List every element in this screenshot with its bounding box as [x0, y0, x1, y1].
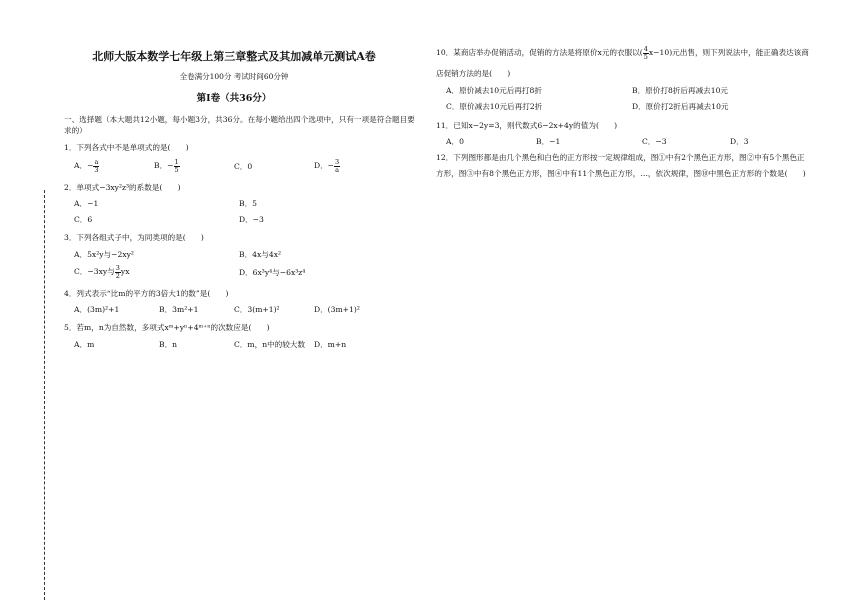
q3-option-c: C．−3xy与 $\frac{3}{2}$ yx	[74, 264, 130, 280]
q2-option-c: C．6	[74, 215, 93, 224]
q4-option-b: B．3m²+1	[159, 305, 199, 314]
q2-stem: 2．单项式−3xy²z³的系数是( )	[64, 183, 181, 192]
q12-stem-line2: 方形，图③中有8个黑色正方形，图④中有11个黑色正方形，…，依次规律，图⑩中黑色正方形的个数是( )	[436, 169, 806, 178]
part1-heading: 第Ⅰ卷（共36分）	[196, 93, 272, 104]
q3-option-b: B．4x与4x²	[239, 250, 282, 259]
q3-option-a: A．5x²y与−2xy²	[74, 250, 134, 259]
exam-title: 北师大版本数学七年级上第三章整式及其加减单元测试A卷	[92, 50, 376, 63]
q11-option-a: A．0	[446, 137, 464, 146]
q12-stem-line1: 12．下列图形都是由几个黑色和白色的正方形按一定规律组成，图①中有2个黑色正方形，图②中有5个黑色正	[436, 153, 805, 162]
instruction-line1: 一、选择题（本大题共12小题，每小题3分，共36分。在每小题给出四个选项中，只有一项是符合题目要	[64, 115, 415, 124]
q2-option-b: B．5	[239, 199, 258, 208]
q3-stem: 3．下列各组式子中，为同类项的是( )	[64, 233, 204, 242]
q1-option-d: D．− $\frac{3}{a}$	[314, 158, 340, 174]
q1-option-a: A．− $\frac{a}{3}$	[74, 158, 99, 174]
q10-option-d: D．原价打2折后再减去10元	[632, 102, 729, 111]
q10-option-b: B．原价打8折后再减去10元	[632, 86, 729, 95]
q4-option-a: A．(3m)²+1	[74, 305, 120, 314]
q10-stem-line2: 店促销方法的是( )	[436, 69, 511, 78]
q11-option-b: B．−1	[536, 137, 561, 146]
q10-option-a: A．原价减去10元后再打8折	[446, 86, 542, 95]
instruction-line2: 求的）	[64, 126, 87, 135]
q3-option-d: D．6x³y⁴与−6x³z⁴	[239, 268, 306, 277]
q1-stem: 1．下列各式中不是单项式的是( )	[64, 143, 189, 152]
q2-option-d: D．−3	[239, 215, 264, 224]
seal-line	[44, 190, 45, 600]
q1-option-c: C．0	[234, 162, 253, 171]
q5-stem: 5．若m，n为自然数，多项式xᵐ+yⁿ+4ᵐ⁺ⁿ的次数应是( )	[64, 323, 270, 332]
q5-option-a: A．m	[74, 340, 95, 349]
q4-stem: 4．列式表示“比m的平方的3倍大1的数”是( )	[64, 289, 229, 298]
q4-option-c: C．3(m+1)²	[234, 305, 280, 314]
q5-option-c: C．m，n中的较大数	[234, 340, 306, 349]
q11-stem: 11．已知x−2y=3，则代数式6−2x+4y的值为( )	[436, 121, 618, 130]
q4-option-d: D．(3m+1)²	[314, 305, 360, 314]
q11-option-d: D．3	[730, 137, 749, 146]
q5-option-d: D．m+n	[314, 340, 347, 349]
q1-option-b: B．− $\frac{1}{5}$	[154, 158, 179, 174]
exam-subtitle: 全卷满分100分 考试时间60分钟	[179, 72, 289, 81]
q10-stem-line1: 10．某商店举办促销活动，促销的方法是将原价x元的衣服以( $\frac{4}{5}$ x−10)元出售，则下列说法中，能正确表达该商	[436, 45, 809, 61]
q11-option-c: C．−3	[642, 137, 667, 146]
q10-option-c: C．原价减去10元后再打2折	[446, 102, 543, 111]
q5-option-b: B．n	[159, 340, 178, 349]
q2-option-a: A．−1	[74, 199, 99, 208]
